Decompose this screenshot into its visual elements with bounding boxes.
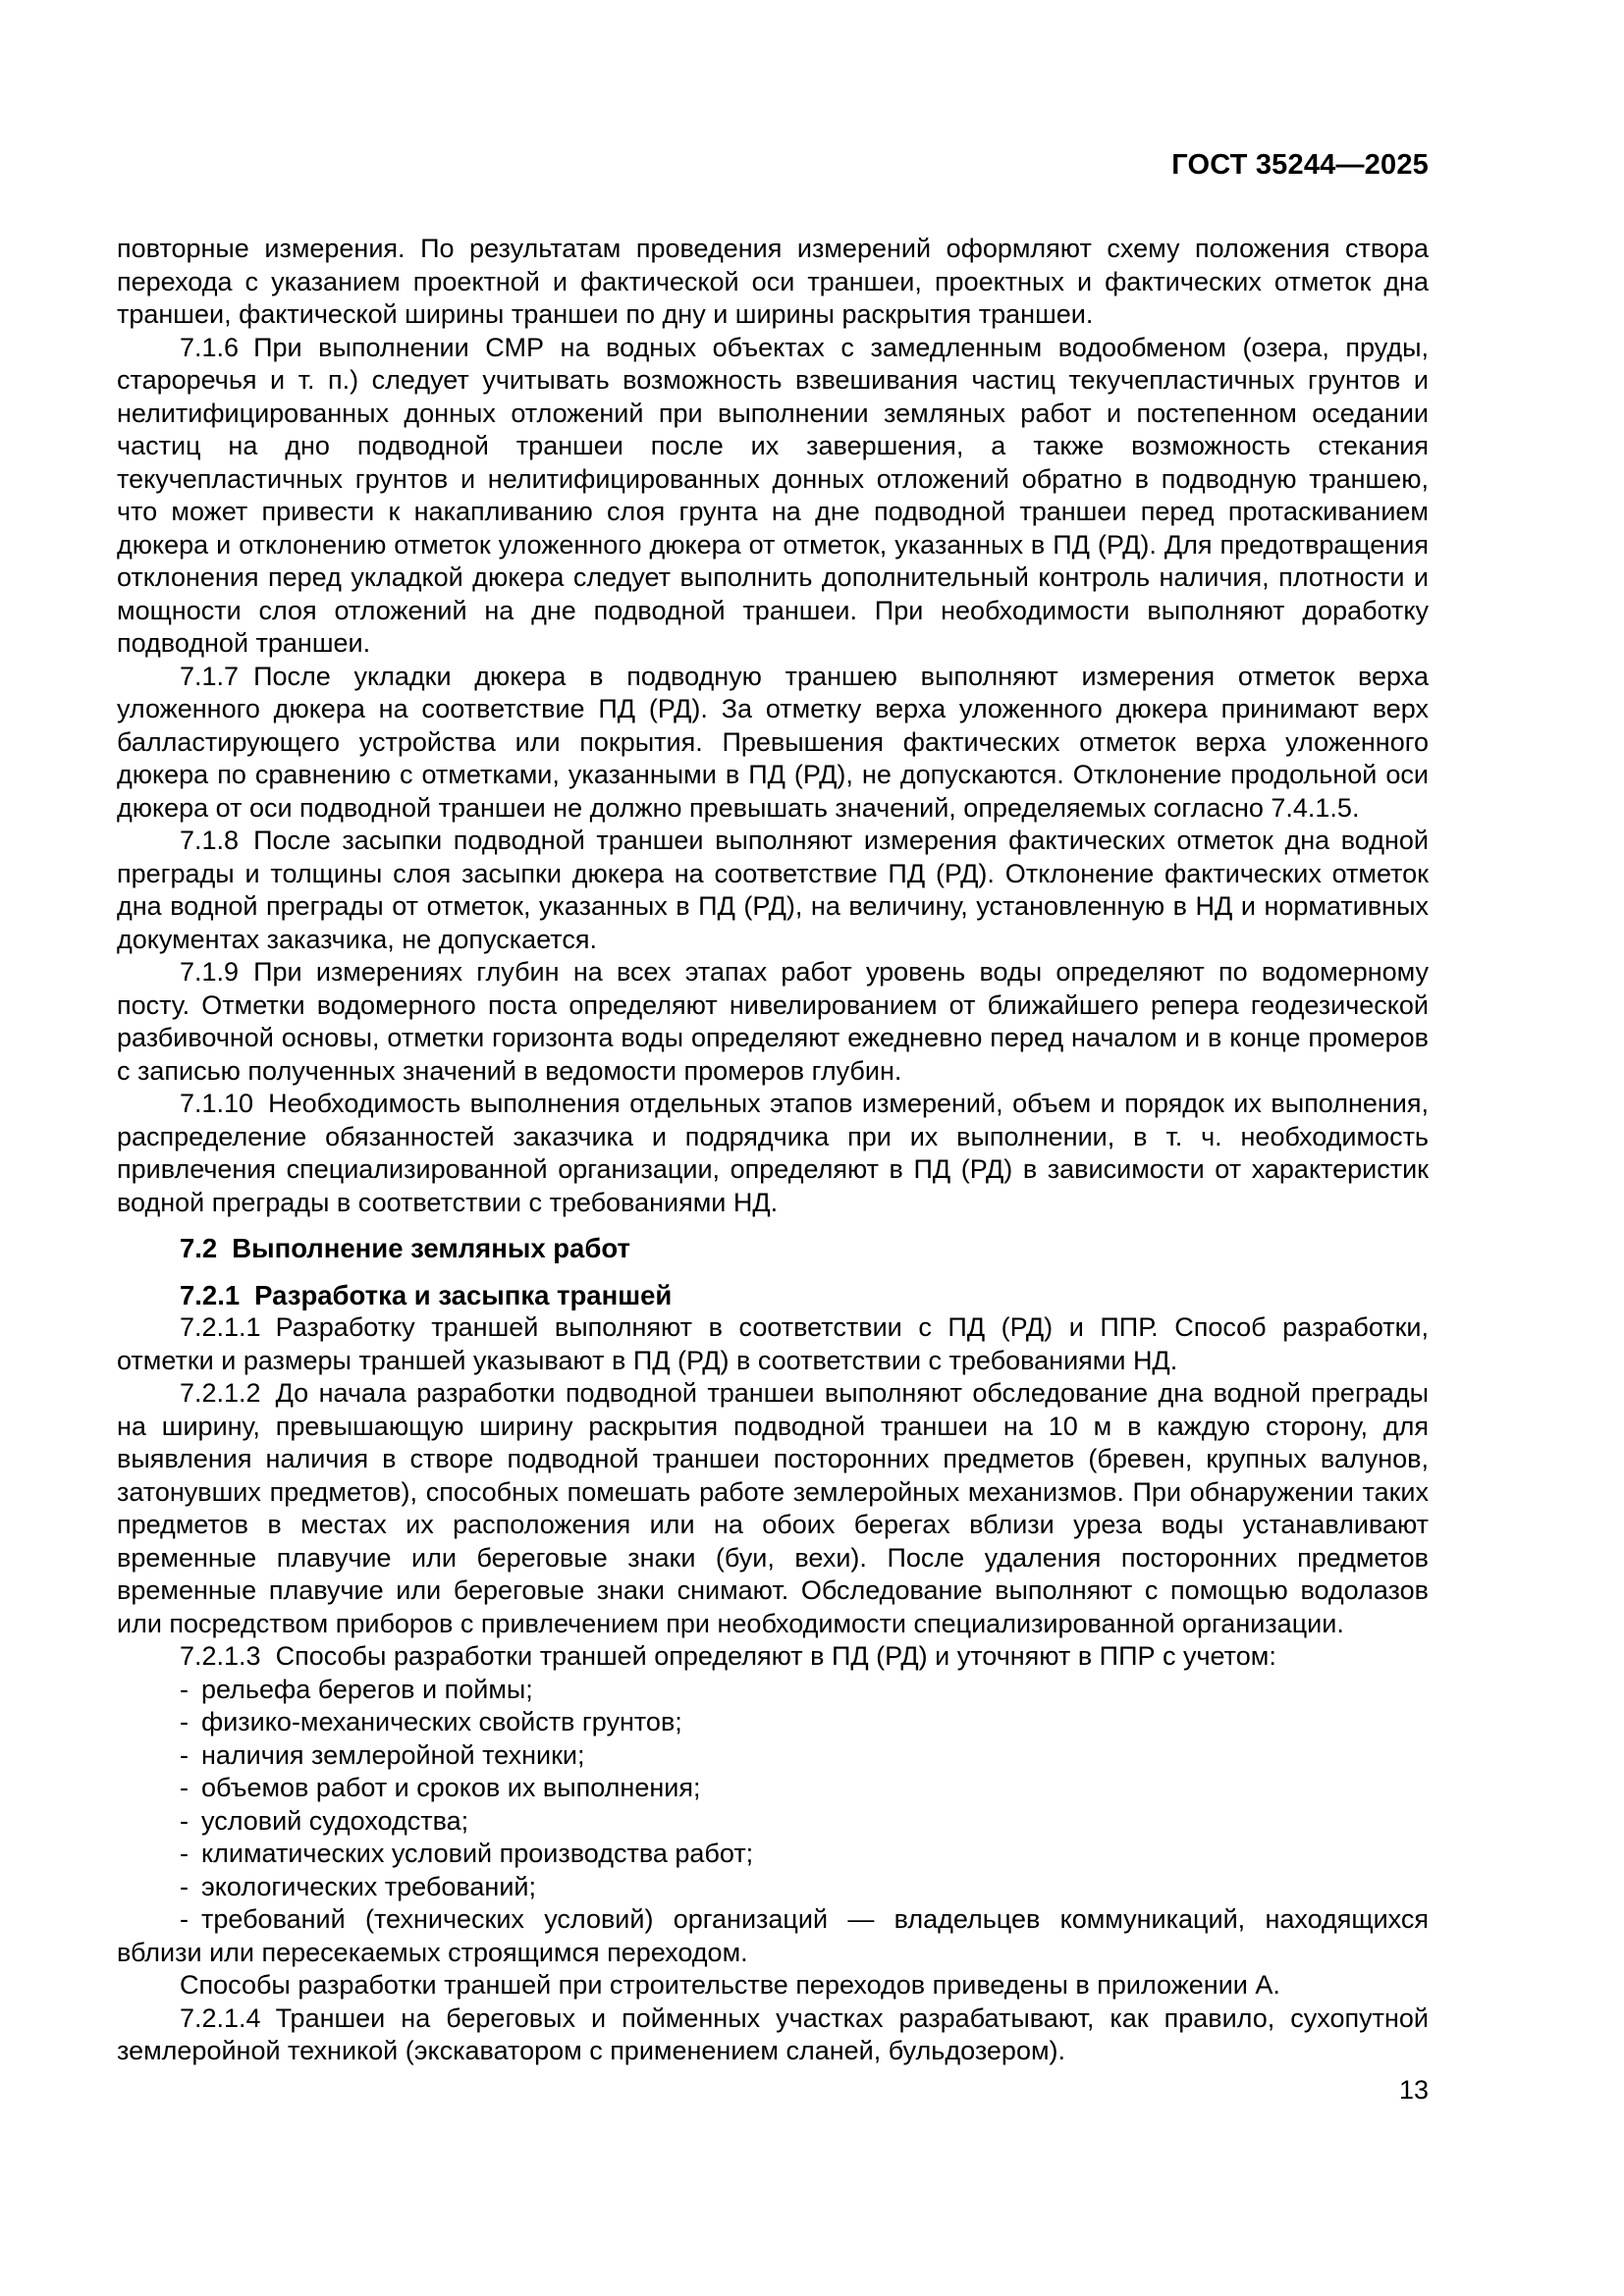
list-dash: - [180,1739,189,1770]
clause-7-1-8 [117,825,1429,956]
clause-text: До начала разработки подводной траншеи выполняют обследование дна водной преграды на ширину, превышающую ширину раскрытия подводной траншеи на 10 м в каждую сторону, для выявления наличия в створе подводной траншеи посторонних предметов (бревен, крупных валунов, затонувших предметов), способных помешать работе землеройных механизмов. При обнаружении таких предметов в местах их расположения или на обоих берегах вблизи уреза воды устанавливают временные плавучие или береговые знаки (буи, вехи). После удаления посторонних предметов временные плавучие или береговые знаки снимают. Обследование выполняют с помощью водолазов или посредством приборов с привлечением при необходимости специализированной организации. [117,1378,1429,1638]
section-heading-7-2 [117,1232,1429,1265]
clause-number: 7.2.1.2 [180,1378,261,1408]
clause-text: После засыпки подводной траншеи выполняют измерения фактических отметок дна водной преграды и толщины слоя засыпки дюкера на соответствие ПД (РД). Отклонение фактических отметок дна водной преграды от отметок, указанных в ПД (РД), на величину, установленную в НД и нормативных документах заказчика, не допускается. [117,826,1429,954]
clause-7-2-1-3 [117,1640,1429,1674]
clause-7-1-9 [117,956,1429,1088]
subsection-number: 7.2.1 [180,1279,241,1310]
clause-number: 7.1.8 [180,826,240,855]
clause-7-1-6 [117,332,1429,661]
list-item-text: требований (технических условий) организаций — владельцев коммуникаций, находящихся вблизи или пересекаемых строящимся переходом. [117,1904,1429,1967]
list-item [117,1772,1429,1805]
clause-text: При измерениях глубин на всех этапах работ уровень воды определяют по водомерному посту. Отметки водомерного поста определяют нивелированием от ближайшего репера геодезической разбивочной основы, отметки горизонта воды определяют ежедневно перед началом и в конце промеров с записью полученных значений в ведомости промеров глубин. [117,957,1429,1086]
list-item [117,1739,1429,1773]
list-item [117,1903,1429,1969]
clause-number: 7.1.6 [180,332,240,362]
paragraph-continuation: повторные измерения. По результатам проведения измерений оформляют схему положения створа перехода с указанием проектной и фактической оси траншеи, проектных и фактических отметок дна траншеи, фактической ширины траншеи по дну и ширины раскрытия траншеи. [117,234,1429,329]
paragraph-note-after-list: Способы разработки траншей при строительстве переходов приведены в приложении А. [180,1970,1280,2000]
clause-number: 7.1.7 [180,661,240,691]
list-dash: - [180,1839,189,1868]
page-number: 13 [1398,2075,1429,2105]
clause-number: 7.1.9 [180,957,240,987]
clause-text: Способы разработки траншей определяют в ПД (РД) и уточняют в ППР с учетом: [275,1641,1276,1671]
doc-number: ГОСТ 35244—2025 [1171,149,1429,181]
list-dash: - [180,1904,189,1934]
list-item [117,1805,1429,1839]
list-dash: - [180,1871,189,1901]
list-item-text: физико-механических свойств грунтов; [201,1707,682,1736]
section-number: 7.2 [180,1233,218,1263]
list-item-text: экологических требований; [201,1871,537,1901]
list-item-text: рельефа берегов и поймы; [201,1674,533,1704]
clause-7-2-1-1 [117,1311,1429,1377]
clause-7-1-7 [117,661,1429,826]
list-item [117,1706,1429,1739]
list-item [117,1871,1429,1904]
clause-7-2-1-4 [117,2002,1429,2068]
clause-number: 7.2.1.3 [180,1641,261,1671]
clause-7-1-10 [117,1088,1429,1219]
document-body [117,233,1429,2068]
list-item [117,1838,1429,1871]
clause-7-2-1-2 [117,1377,1429,1640]
list-item-text: объемов работ и сроков их выполнения; [201,1773,701,1802]
list-item-text: климатических условий производства работ; [201,1839,754,1868]
clause-text: Необходимость выполнения отдельных этапов измерений, объем и порядок их выполнения, распределение обязанностей заказчика и подрядчика при их выполнении, в т. ч. необходимость привлечения специализированной организации, определяют в ПД (РД) в зависимости от характеристик водной преграды в соответствии с требованиями НД. [117,1089,1429,1217]
clause-number: 7.2.1.1 [180,1312,261,1342]
section-title: Выполнение земляных работ [232,1233,630,1263]
list-dash: - [180,1707,189,1736]
list-item-text: условий судоходства; [201,1805,469,1836]
list-dash: - [180,1773,189,1802]
clause-text: При выполнении СМР на водных объектах с замедленным водообменом (озера, пруды, староречья и т. п.) следует учитывать возможность взвешивания частиц текучепластичных грунтов и нелитифицированных донных отложений при выполнении земляных работ и постепенном оседании частиц на дно подводной траншеи после их завершения, а также возможность стекания текучепластичных грунтов и нелитифицированных донных отложений обратно в подводную траншею, что может привести к накапливанию слоя грунта на дне подводной траншеи перед протаскиванием дюкера и отклонению отметок уложенного дюкера от отметок, указанных в ПД (РД). Для предотвращения отклонения перед укладкой дюкера следует выполнить дополнительный контроль наличия, плотности и мощности слоя отложений на дне подводной траншеи. При необходимости выполняют доработку подводной траншеи. [117,332,1429,658]
clause-number: 7.1.10 [180,1089,254,1118]
clause-text: Разработку траншей выполняют в соответствии с ПД (РД) и ППР. Способ разработки, отметки и размеры траншей указывают в ПД (РД) в соответствии с требованиями НД. [117,1312,1429,1375]
subsection-title: Разработка и засыпка траншей [254,1279,673,1310]
clause-text: После укладки дюкера в подводную траншею выполняют измерения отметок верха уложенного дюкера на соответствие ПД (РД). За отметку верха уложенного дюкера принимают верх балластирующего устройства или покрытия. Превышения фактических отметок верха уложенного дюкера по сравнению с отметками, указанными в ПД (РД), не допускаются. Отклонение продольной оси дюкера от оси подводной траншеи не должно превышать значений, определяемых согласно 7.4.1.5. [117,661,1429,823]
clause-number: 7.2.1.4 [180,2002,261,2033]
list-dash: - [180,1805,189,1836]
list-item-text: наличия землеройной техники; [201,1739,585,1770]
clause-text: Траншеи на береговых и пойменных участках разрабатывают, как правило, сухопутной землеройной техникой (экскаватором с применением сланей, бульдозером). [117,2002,1429,2065]
subsection-heading-7-2-1 [117,1279,1429,1312]
list-dash: - [180,1674,189,1704]
list-item [117,1674,1429,1707]
